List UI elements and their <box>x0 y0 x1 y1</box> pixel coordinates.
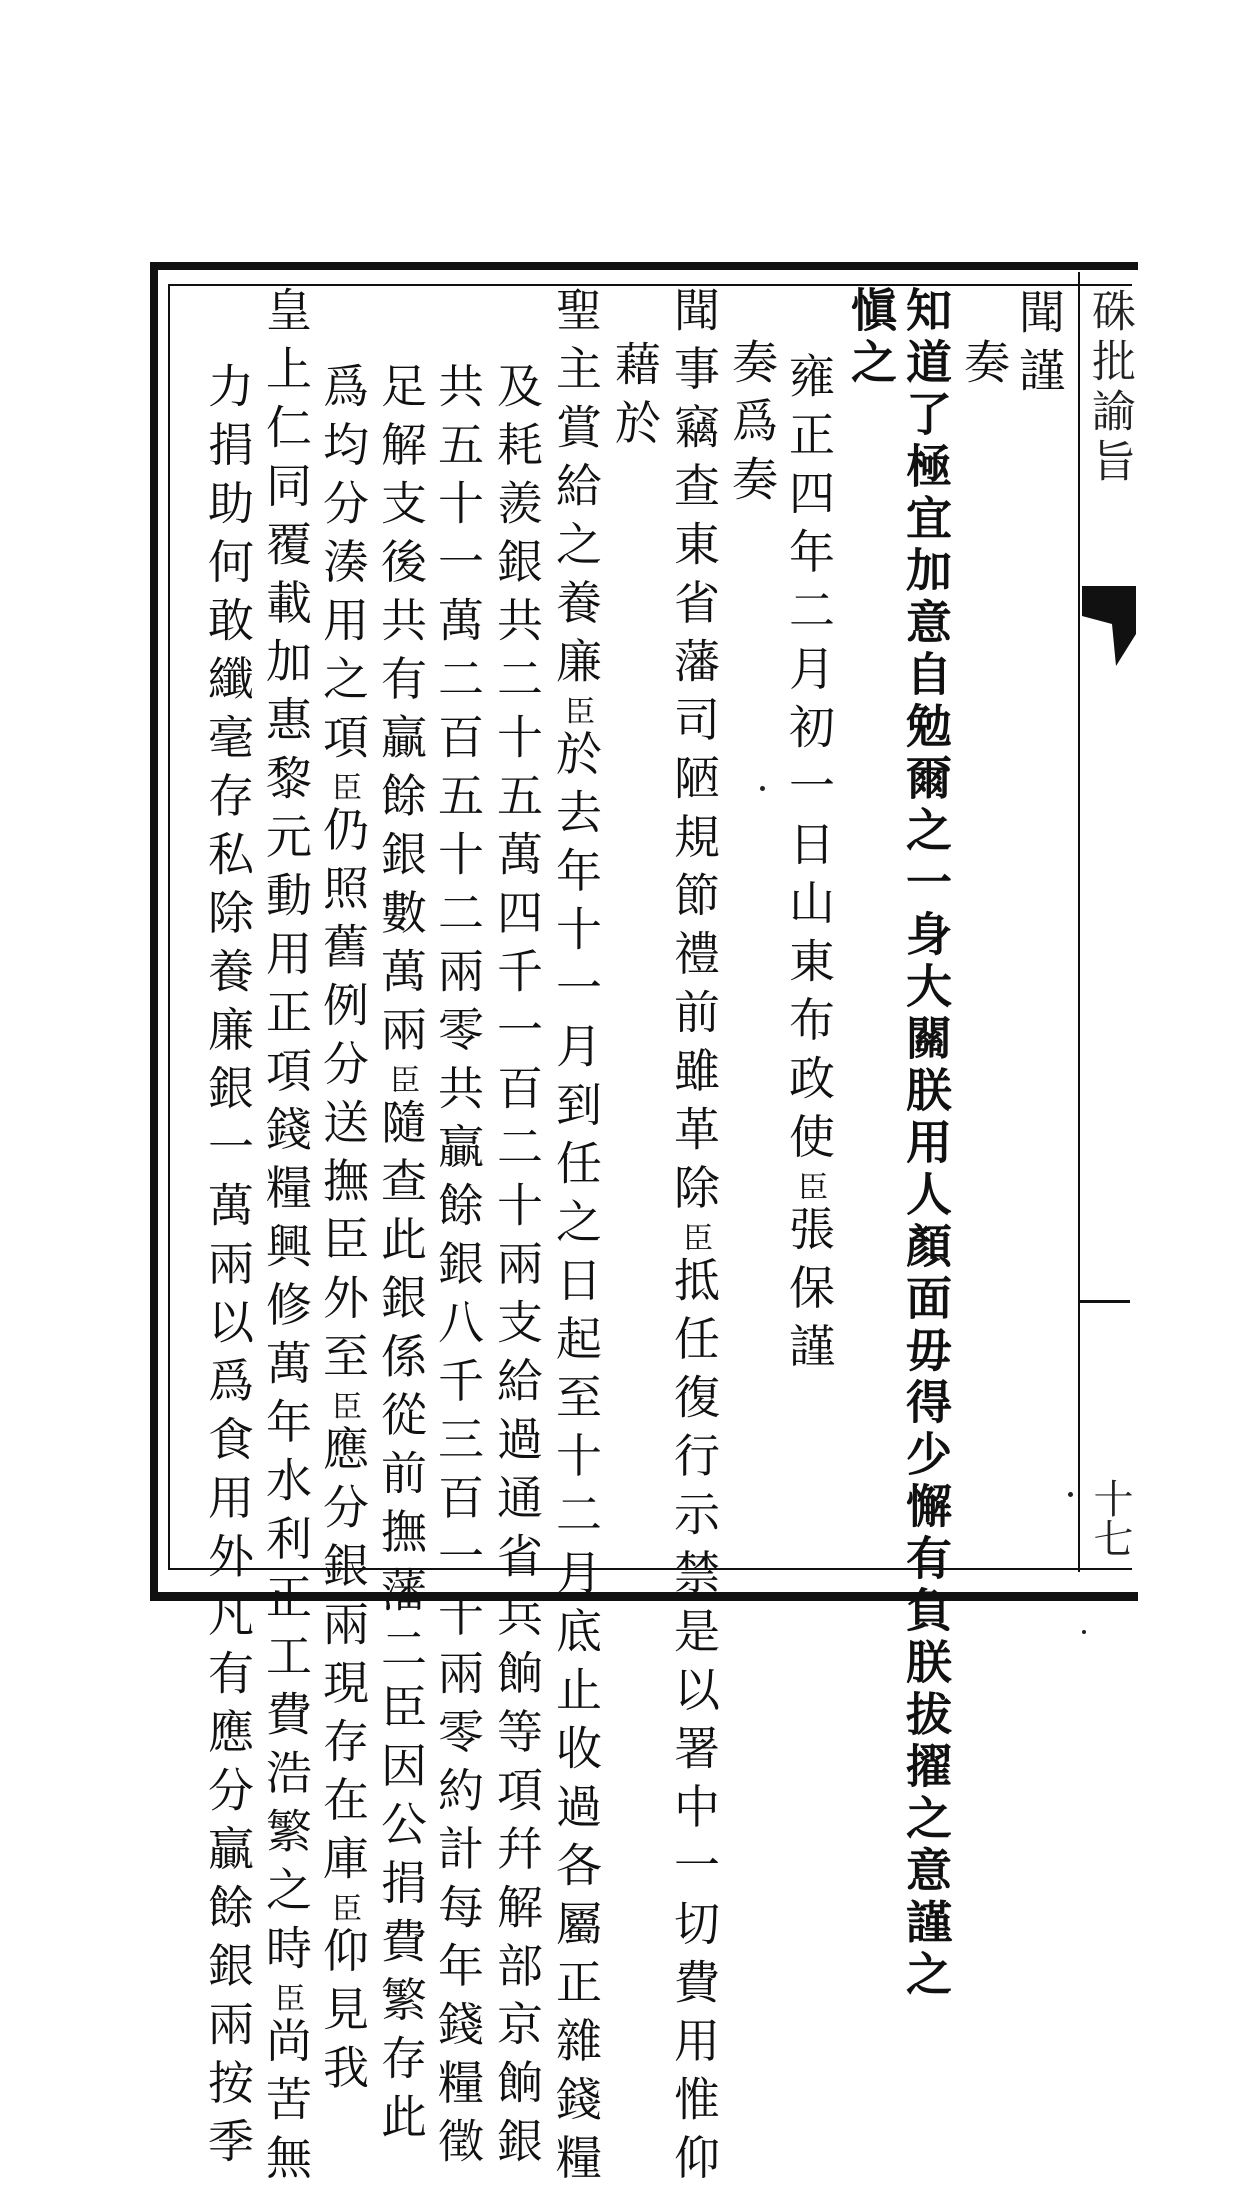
text-column <box>958 338 1010 397</box>
text-segment: 愼之 <box>844 286 898 390</box>
text-segment: 足解支後共有贏餘銀數萬兩 <box>374 362 428 1064</box>
paper-speck <box>1082 1630 1086 1634</box>
official-self-reference: 臣 <box>326 772 361 806</box>
text-segment: 藉於 <box>608 340 662 457</box>
text-segment: 聞謹 <box>1012 288 1066 405</box>
paper-speck <box>760 786 765 791</box>
text-segment: 抵任復行示禁是以署中一切費用惟仰 <box>667 1256 721 2192</box>
official-self-reference: 臣 <box>792 1171 827 1205</box>
fishtail-mark-icon <box>1082 586 1136 666</box>
text-segment: 共五十一萬二百五十二兩零共贏餘銀八千三百一十兩零約計每年錢糧徵 <box>431 362 485 2176</box>
text-segment: 聖主賞給之養廉 <box>549 286 603 696</box>
banxin-divider <box>1080 1300 1130 1303</box>
text-segment: 及耗羨銀共二十五萬四千一百二十兩支給過通省兵餉等項幷解部京餉銀 <box>490 362 544 2176</box>
text-column <box>202 362 254 2176</box>
text-segment: 應分銀兩現存在庫 <box>316 1425 370 1893</box>
text-column <box>783 352 835 1381</box>
official-self-reference: 臣 <box>269 1983 304 2017</box>
official-self-reference: 臣 <box>559 696 594 730</box>
official-self-reference: 臣 <box>326 1391 361 1425</box>
text-segment: 雍正四年二月初一日山東布政使 <box>782 352 836 1171</box>
text-column <box>491 362 543 2176</box>
text-segment: 尚苦無 <box>259 2017 313 2192</box>
text-column <box>1013 288 1065 405</box>
banxin-rule <box>1078 272 1080 1572</box>
text-column <box>317 362 369 2102</box>
text-segment: 張保謹 <box>782 1205 836 1381</box>
official-self-reference: 臣 <box>326 1893 361 1927</box>
text-segment: 聞事竊查東省藩司陋規節禮前雖革除 <box>667 286 721 1222</box>
text-column <box>609 340 661 457</box>
text-segment: 知道了極宜加意自勉爾之一身大關朕用人顏面毋得少懈有負朕拔擢之意謹之 <box>899 286 953 2002</box>
text-segment: 皇上仁同覆載加惠黎元動用正項錢糧興修萬年水利正工費浩繁之時 <box>259 286 313 1983</box>
text-column <box>375 362 427 2151</box>
official-self-reference: 臣 <box>384 1064 419 1098</box>
text-segment: 爲均分湊用之項 <box>316 362 370 772</box>
official-self-reference: 臣 <box>677 1222 712 1256</box>
text-segment: 仰見我 <box>316 1927 370 2103</box>
text-segment: 奏 <box>957 338 1011 397</box>
text-column <box>845 286 897 390</box>
text-segment: 於去年十一月到任之日起至十二月底止收過各屬正雜錢糧 <box>549 730 603 2192</box>
text-segment: 力捐助何敢纖毫存私除養廉銀一萬兩以爲食用外凡有應分贏餘銀兩按季 <box>201 362 255 2176</box>
paper-speck <box>1068 1492 1073 1497</box>
text-column <box>550 286 602 2192</box>
text-column <box>726 338 778 514</box>
text-column <box>900 286 952 2002</box>
margin-title: 硃批諭旨 <box>1086 288 1132 488</box>
text-segment: 仍照舊例分送撫臣外至 <box>316 806 370 1391</box>
text-column <box>432 362 484 2176</box>
text-column <box>260 286 312 2192</box>
folio-number: 十七 <box>1086 1478 1132 1558</box>
text-column <box>668 286 720 2192</box>
text-segment: 奏爲奏 <box>725 338 779 514</box>
text-segment: 隨查此銀係從前撫藩二臣因公捐費繁存此 <box>374 1098 428 2151</box>
